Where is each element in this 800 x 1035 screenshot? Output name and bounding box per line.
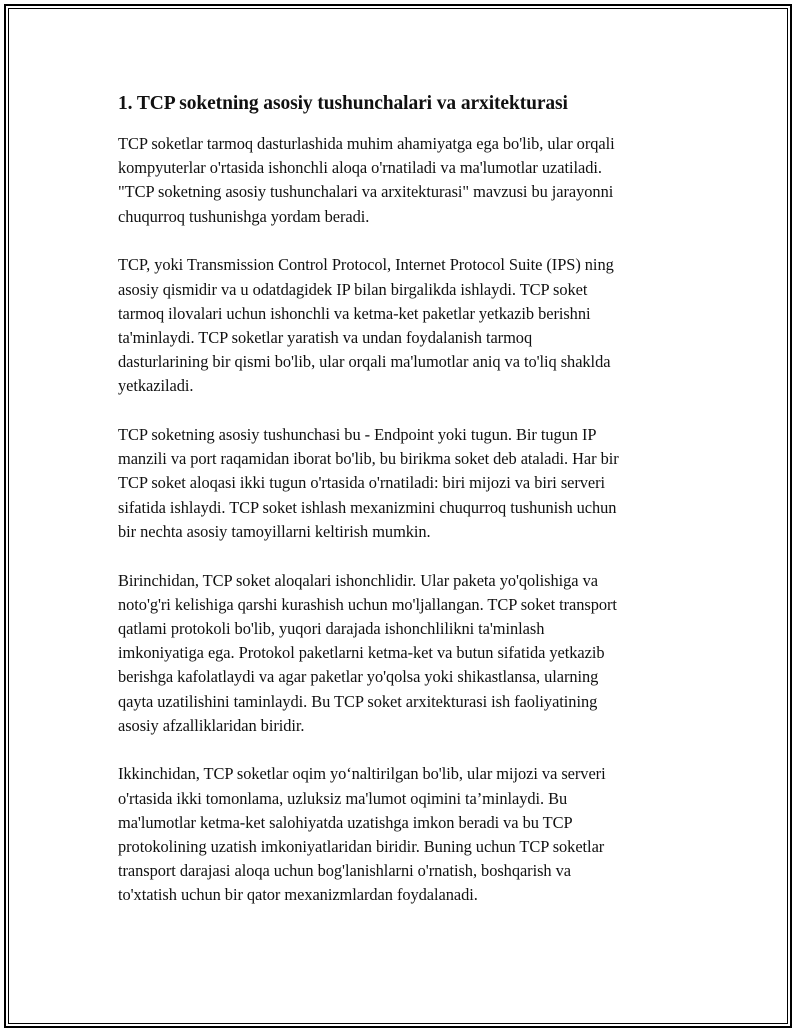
- paragraph-3: TCP soketning asosiy tushunchasi bu - Endpoint yoki tugun. Bir tugun IP manzili va port raqamidan iborat bo'lib, bu birikma soket deb ataladi. Har bir TCP soket aloqasi ikki tugun o'rtasida o'rnatiladi: biri mijozi va biri serveri sifatida ishlaydi. TCP soket ishlash mexanizmini chuqurroq tushunish uchun bir nechta asosiy tamoyillarni keltirish mumkin.: [118, 425, 619, 541]
- paragraph-2: TCP, yoki Transmission Control Protocol, Internet Protocol Suite (IPS) ning asosiy qismidir va u odatdagidek IP bilan birgalikda ishlaydi. TCP soket tarmoq ilovalari uchun ishonchli va ketma-ket paketlar yetkazib berishni ta'minlaydi. TCP soketlar yaratish va undan foydalanish tarmoq dasturlarining bir qismi bo'lib, ular orqali ma'lumotlar aniq va to'liq shaklda yetkaziladi.: [118, 255, 614, 396]
- paragraph-4: Birinchidan, TCP soket aloqalari ishonchlidir. Ular paketa yo'qolishiga va noto'g'ri kelishiga qarshi kurashish uchun mo'ljallangan. TCP soket transport qatlami protokoli bo'lib, yuqori darajada ishonchlilikni ta'minlash imkoniyatiga ega. Protokol paketlarni ketma-ket va butun sifatida yetkazib berishga kafolatlaydi va agar paketlar yo'qolsa yoki shikastlansa, ularning qayta uzatilishini taminlaydi. Bu TCP soket arxitekturasi ish faoliyatining asosiy afzalliklaridan biridir.: [118, 570, 617, 735]
- paragraph-5: Ikkinchidan, TCP soketlar oqim yo‘naltirilgan bo'lib, ular mijozi va serveri o'rtasida ikki tomonlama, uzluksiz ma'lumot oqimini ta’minlaydi. Bu ma'lumotlar ketma-ket salohiyatda uzatishga imkon beradi va bu TCP protokolining uzatish imkoniyatlaridan biridir. Buning uchun TCP soketlar transport darajasi aloqa uchun bog'lanishlarni o'rnatish, boshqarish va to'xtatish uchun bir qator mexanizmlardan foydalanadi.: [118, 764, 606, 905]
- document-title: 1. TCP soketning asosiy tushunchalari va arxitekturasi: [118, 93, 568, 114]
- document-body: [118, 90, 688, 932]
- paragraph-1: TCP soketlar tarmoq dasturlashida muhim ahamiyatga ega bo'lib, ular orqali kompyuterlar o'rtasida ishonchli aloqa o'rnatiladi va ma'lumotlar uzatiladi. "TCP soketning asosiy tushunchalari va arxitekturasi" mavzusi bu jarayonni chuqurroq tushunishga yordam beradi.: [118, 134, 615, 226]
